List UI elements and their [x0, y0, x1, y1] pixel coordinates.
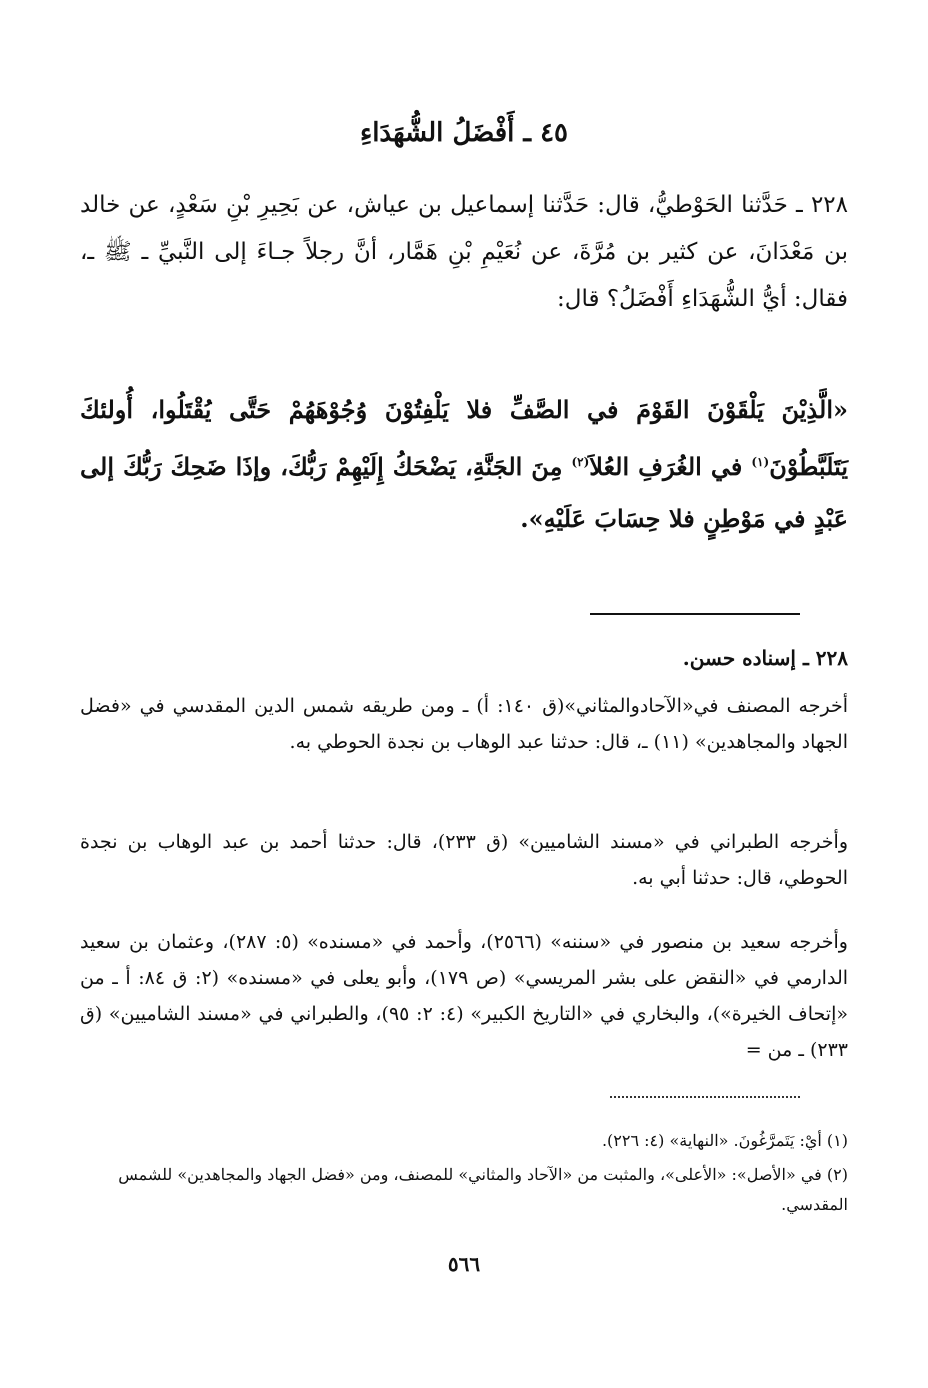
footnote-mark-1[interactable]: (١): [751, 455, 770, 469]
notes-paragraph-3: وأخرجه سعيد بن منصور في «سننه» (٢٥٦٦)، وأحمد في «مسنده» (٥: ٢٨٧)، وعثمان بن سعيد الدارمي في «النقض على بشر المريسي» (ص ١٧٩)، وأبو يعلى في «مسنده» (٢: ق ٨٤: أ ـ من «إتحاف الخيرة»)، والبخاري في «التاريخ الكبير» (٤: ٢: ٩٥)، والطبراني في «مسند الشاميين» (ق ٢٣٣) ـ من =: [80, 931, 849, 1061]
footnote-1: (١) أيْ: يَتَمرَّغُونَ. «النهاية» (٤: ٢٢٦).: [601, 1131, 848, 1150]
chapter-title: ٤٥ ـ أَفْضَلُ الشُّهَدَاءِ: [359, 118, 569, 148]
hadith-text-part-3: مِنَ الجَنَّةِ، يَضْحَكُ إِلَيْهِمْ رَبُّكَ، وإذَا ضَحِكَ رَبُّكَ إلى عَبْدٍ في مَوْطِنٍ فلا حِسَابَ عَلَيْهِ».: [80, 452, 848, 533]
hadith-text-part-1: «الَّذِيْنَ يَلْقَوْنَ القَوْمَ في الصَّفِّ فلا يَلْفِتُوْنَ وُجُوْهَهُمْ حَتَّى يُقْتَلُوا، أُولئكَ يَتَلَبَّطُوْنَ: [80, 395, 849, 481]
notes-heading: ٢٢٨ ـ إسناده حسن.: [682, 646, 848, 670]
notes-paragraph-2: وأخرجه الطبراني في «مسند الشاميين» (ق ٢٣٣)، قال: حدثنا أحمد بن عبد الوهاب بن نجدة الحوطي، قال: حدثنا أبي به.: [80, 831, 848, 889]
section-divider: [590, 613, 800, 615]
footnote-mark-2[interactable]: (٢): [571, 455, 590, 469]
page-number: ٥٦٦: [447, 1252, 481, 1276]
hadith-text: [80, 384, 848, 545]
hadith-chain: ٢٢٨ ـ حَدَّثنا الحَوْطيُّ، قال: حَدَّثنا إسماعيل بن عياش، عن بَحِيرِ بْنِ سَعْدٍ، عن خالد بن مَعْدَانَ، عن كثير بن مُرَّةَ، عن نُعَيْمِ بْنِ هَمَّار، أنَّ رجلاً جـاءَ إلى النَّبيِّ ـ ﷺ ـ، فقال: أيُّ الشُّهَدَاءِ أَفْضَلُ؟ قال:: [80, 192, 848, 312]
hadith-text-part-2: في الغُرَفِ العُلاَ: [589, 452, 743, 481]
footnote-divider: [610, 1096, 800, 1098]
footnote-2: (٢) في «الأصل»: «الأعلى»، والمثبت من «الآحاد والمثاني» للمصنف، ومن «فضل الجهاد والمجاهدين» للشمس المقدسي.: [118, 1165, 848, 1214]
notes-paragraph-1: أخرجه المصنف في«الآحادوالمثاني»(ق ١٤٠: أ) ـ ومن طريقه شمس الدين المقدسي في «فضل الجهاد والمجاهدين» (١١) ـ، قال: حدثنا عبد الوهاب بن نجدة الحوطي به.: [80, 695, 848, 753]
